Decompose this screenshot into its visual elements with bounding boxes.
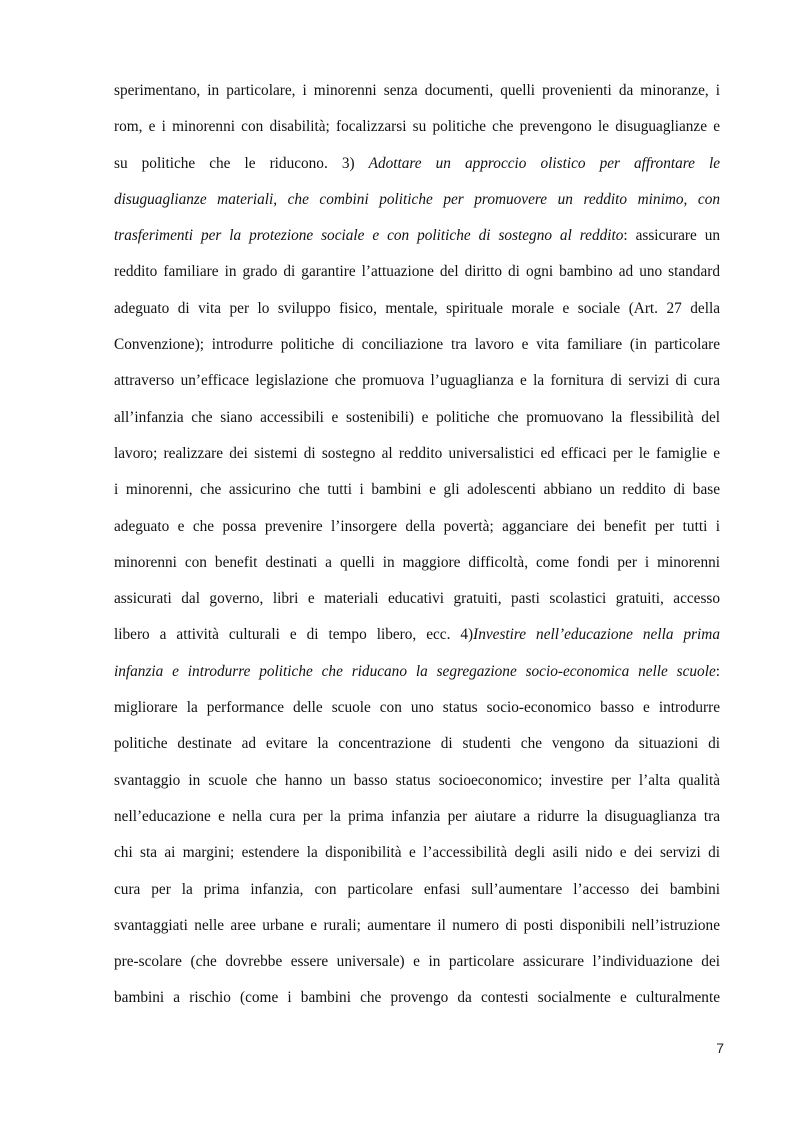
italic-text-segment: Investire nell’educazione nella prima [473,626,720,644]
text-segment: attraverso un’efficace legislazione che promuova l’uguaglianza e la fornitura di servizi di cura [114,372,720,390]
text-segment: libero a attività culturali e di tempo libero, ecc. 4) [114,626,474,644]
text-line [114,73,720,109]
text-segment: lavoro; realizzare dei sistemi di sostegno al reddito universalistici ed efficaci per le famiglie e [114,444,720,462]
text-segment: rom, e i minorenni con disabilità; focalizzarsi su politiche che prevengono le disuguaglianze e [114,118,720,136]
text-segment: svantaggio in scuole che hanno un basso status socioeconomico; investire per l’alta qualità [114,771,720,789]
text-segment: i minorenni, che assicurino che tutti i bambini e gli adolescenti abbiano un reddito di base [114,481,720,499]
text-line [114,763,720,799]
text-line [114,872,720,908]
text-line [114,980,720,1016]
text-segment: migliorare la performance delle scuole con uno status socio-economico basso e introdurre [114,699,720,717]
text-line [114,835,720,871]
text-segment: su politiche che le riducono. 3) [114,154,369,172]
text-line [114,400,720,436]
text-segment: svantaggiati nelle aree urbane e rurali; aumentare il numero di posti disponibili nell’istruzione [114,916,720,934]
text-line [114,509,720,545]
text-line [114,182,720,218]
text-line [114,799,720,835]
text-segment: bambini a rischio (come i bambini che provengo da contesti socialmente e culturalmente [114,989,720,1007]
text-segment: Convenzione); introdurre politiche di conciliazione tra lavoro e vita familiare (in particolare [114,336,720,354]
text-line [114,291,720,327]
text-segment: pre-scolare (che dovrebbe essere universale) e in particolare assicurare l’individuazione dei [114,953,720,971]
text-line [114,944,720,980]
page-number: 7 [716,1040,724,1056]
text-segment: assicurati dal governo, libri e materiali educativi gratuiti, pasti scolastici gratuiti, accesso [114,590,720,608]
text-segment: reddito familiare in grado di garantire l’attuazione del diritto di ogni bambino ad uno standard [114,263,720,281]
text-segment: : [715,662,720,680]
text-line [114,146,720,182]
text-segment: : assicurare un [623,227,720,245]
text-line [114,726,720,762]
italic-text-segment: infanzia e introdurre politiche che riducano la segregazione socio-economica nelle scuole [114,662,716,680]
text-line [114,654,720,690]
text-line [114,254,720,290]
text-segment: sperimentano, in particolare, i minorenni senza documenti, quelli provenienti da minoranze, i [114,82,720,99]
text-line [114,109,720,145]
italic-text-segment: Adottare un approccio olistico per affrontare le [368,154,720,172]
text-segment: nell’educazione e nella cura per la prima infanzia per aiutare a ridurre la disuguaglianza tra [114,807,720,825]
text-segment: politiche destinate ad evitare la concentrazione di studenti che vengono da situazioni di [114,735,720,753]
text-line [114,436,720,472]
text-line [114,908,720,944]
text-line [114,617,720,653]
text-segment: cura per la prima infanzia, con particolare enfasi sull’aumentare l’accesso dei bambini [114,880,720,898]
text-segment: minorenni con benefit destinati a quelli in maggiore difficoltà, come fondi per i minorenni [114,553,720,571]
text-line [114,363,720,399]
text-segment: adeguato di vita per lo sviluppo fisico, mentale, spirituale morale e sociale (Art. 27 della [114,299,720,317]
italic-text-segment: trasferimenti per la protezione sociale e con politiche di sostegno al reddito [114,227,624,245]
text-line [114,327,720,363]
text-segment: all’infanzia che siano accessibili e sostenibili) e politiche che promuovano la flessibilità del [114,408,720,426]
text-line [114,472,720,508]
body-text [114,73,720,1017]
text-line [114,545,720,581]
text-segment: adeguato e che possa prevenire l’insorgere della povertà; agganciare dei benefit per tutti i [114,517,720,535]
text-line [114,218,720,254]
text-segment: chi sta ai margini; estendere la disponibilità e l’accessibilità degli asili nido e dei servizi di [114,844,720,862]
italic-text-segment: disuguaglianze materiali, che combini politiche per promuovere un reddito minimo, con [114,190,720,208]
text-line [114,690,720,726]
text-line [114,581,720,617]
